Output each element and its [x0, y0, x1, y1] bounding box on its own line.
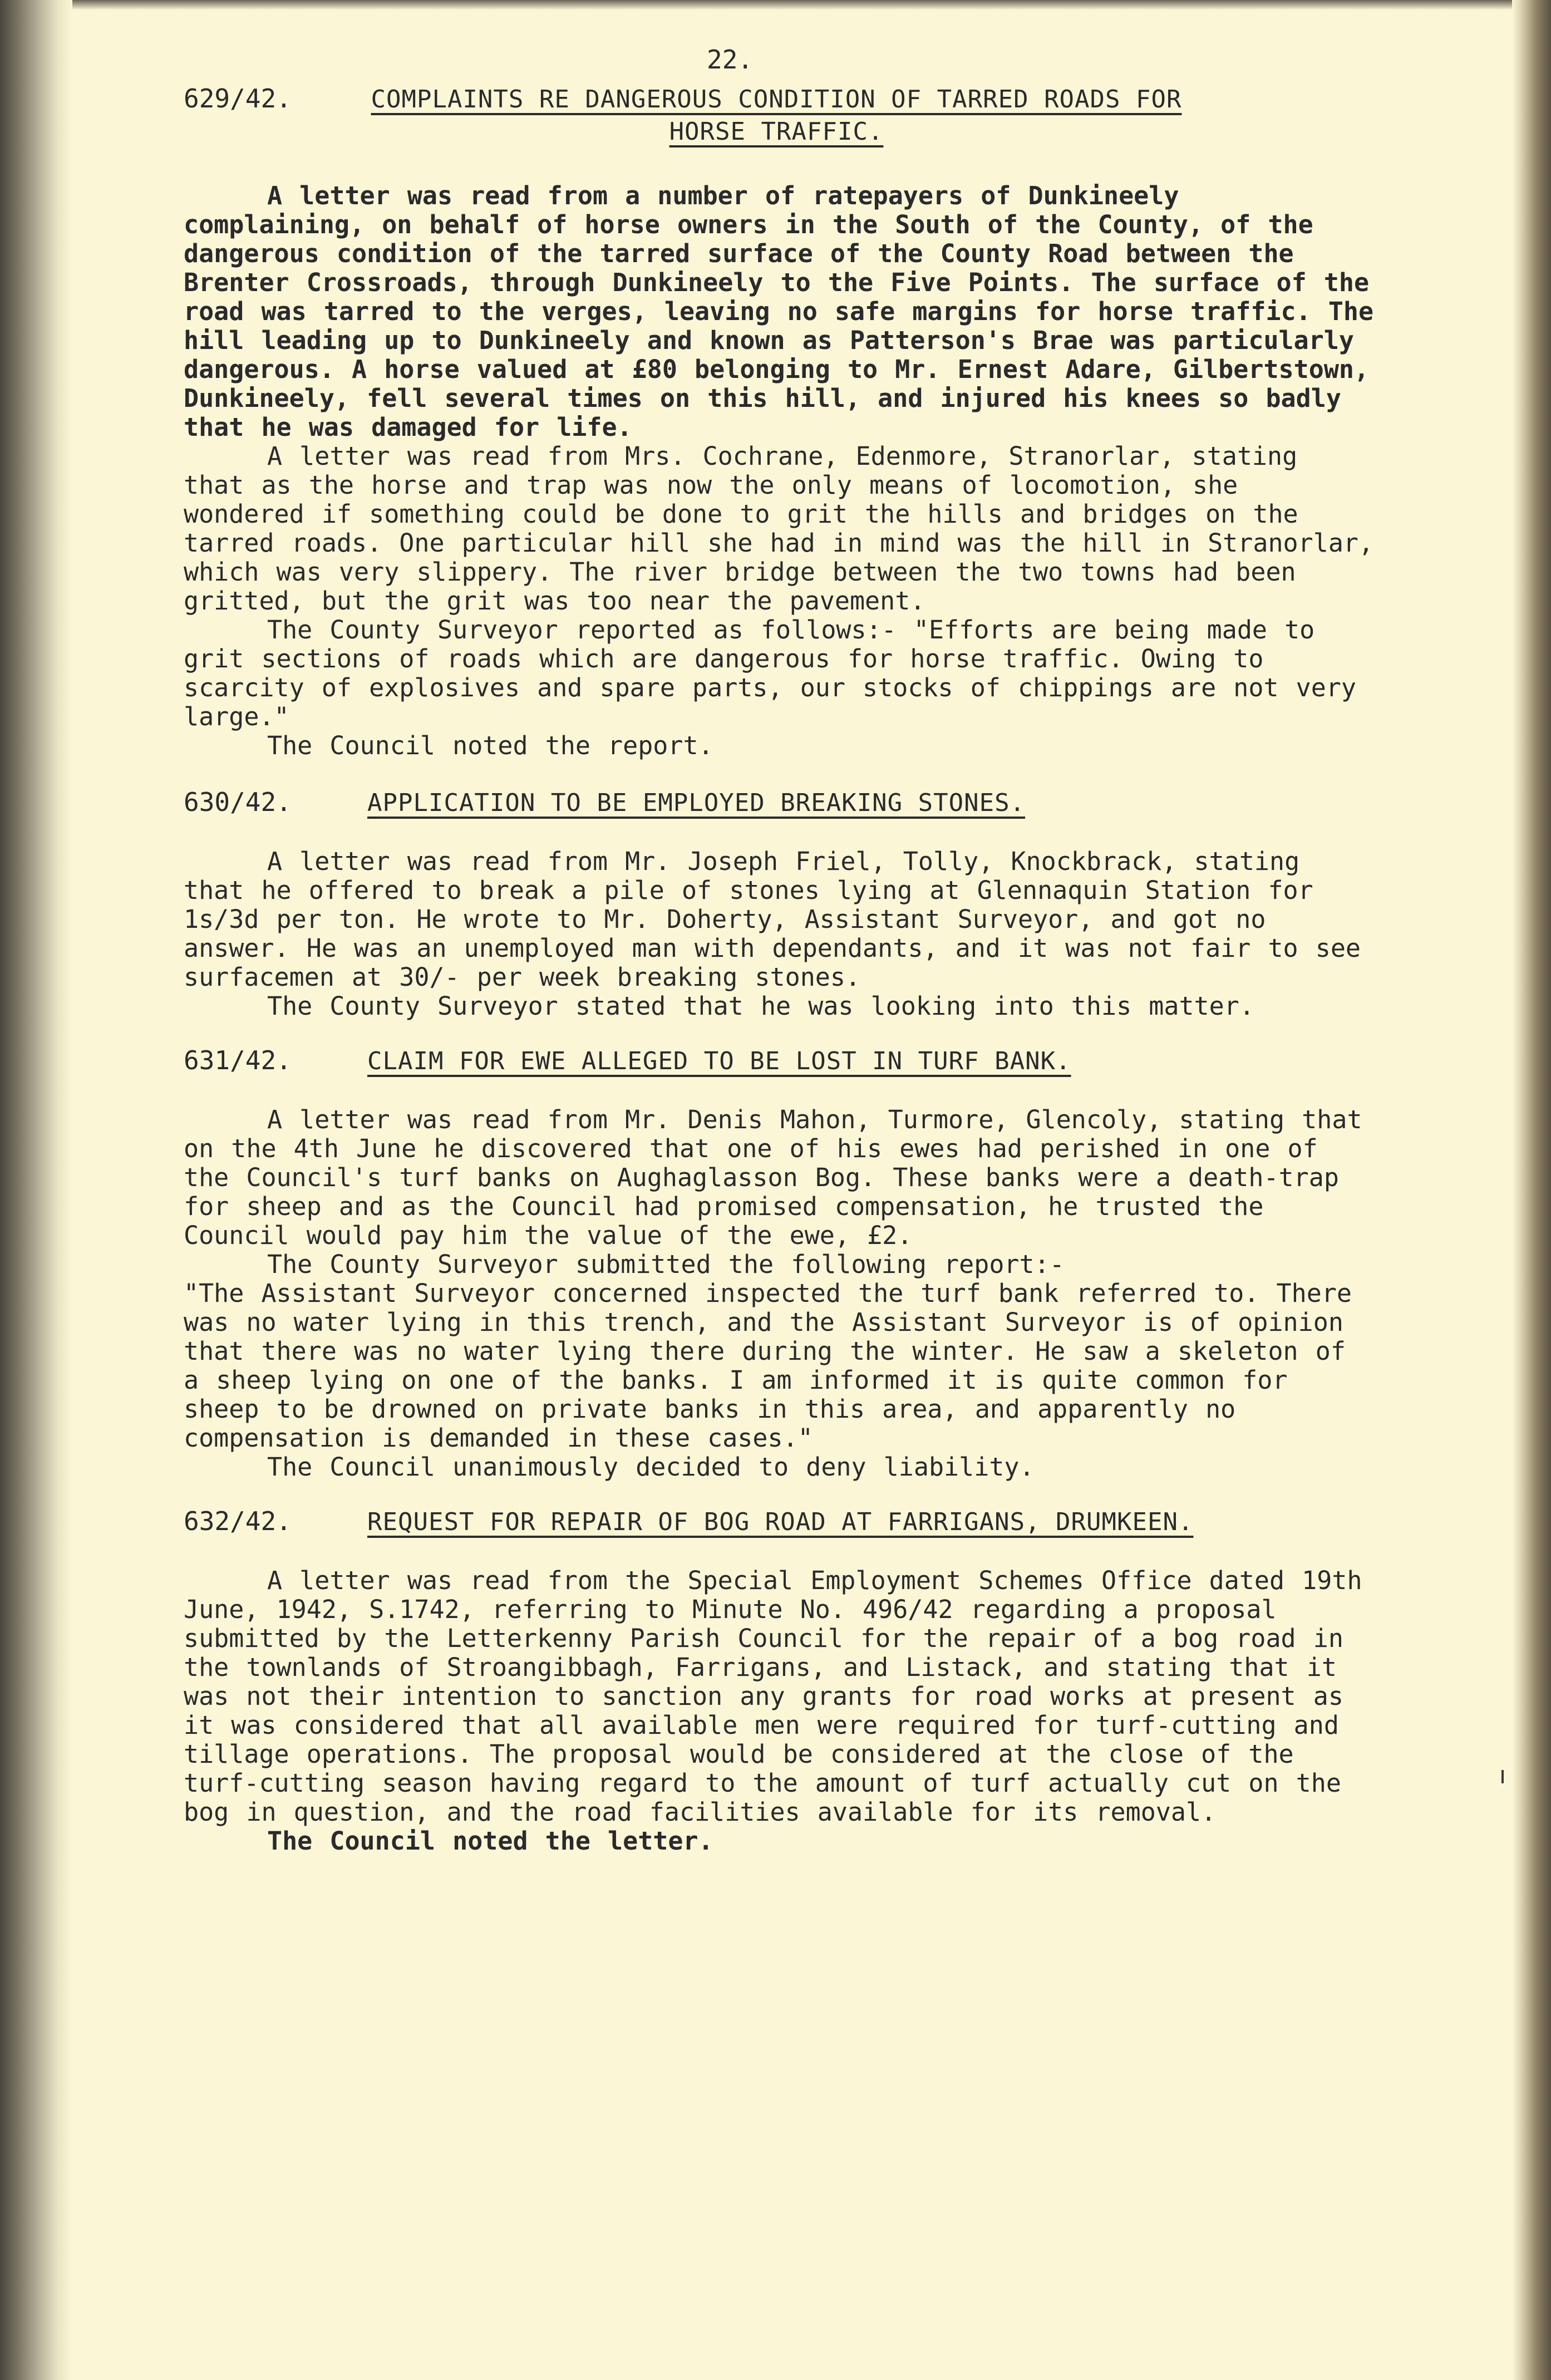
minute-paragraph: A letter was read from Mrs. Cochrane, Edenmore, Stranorlar, stating that as the horse and trap was now the only means of locomotion, she wondered if something could be done to grit the hills and bridges on the tarred roads. One particular hill she had in mind was the hill in Stranorlar, which was very slippery. The river bridge between the two towns had been gritted, but the grit was too near the pavement.: [184, 441, 1374, 616]
minute-heading: [184, 83, 1375, 148]
margin-mark: [1501, 1770, 1504, 1783]
minute-resolution: The County Surveyor stated that he was looking into this matter.: [267, 991, 1254, 1021]
minute-631: [184, 1045, 1375, 1482]
minute-paragraph: The County Surveyor reported as follows:- "Efforts are being made to grit sections of roads which are dangerous for horse traffic. Owing to scarcity of explosives and spare parts, our stocks of chippings are not very large.": [184, 615, 1357, 731]
page-right-edge: [1512, 0, 1551, 2380]
minute-resolution: The Council noted the letter.: [267, 1826, 713, 1856]
minute-resolution: The Council noted the report.: [267, 731, 713, 760]
minute-title: COMPLAINTS RE DANGEROUS CONDITION OF TARRED ROADS FOR HORSE TRAFFIC.: [371, 85, 1182, 146]
surveyor-report-quote: "The Assistant Surveyor concerned inspected the turf bank referred to. There was no water lying in this trench, and the Assistant Surveyor is of opinion that there was no water lying there during the winter. He saw a skeleton of a sheep lying on one of the banks. I am informed it is quite common for sheep to be drowned on private banks in this area, and apparently no compensation is demanded in these cases.": [184, 1278, 1352, 1453]
page-top-shadow: [0, 0, 1551, 10]
minute-number: 629/42.: [184, 83, 292, 114]
minute-630: [184, 787, 1375, 1021]
minute-paragraph: A letter was read from Mr. Denis Mahon, Turmore, Glencoly, stating that on the 4th June he discovered that one of his ewes had perished in one of the Council's turf banks on Aughaglasson Bog. These banks were a death-trap for sheep and as the Council had promised compensation, he trusted the Council would pay him the value of the ewe, £2.: [184, 1105, 1362, 1250]
minute-title: REQUEST FOR REPAIR OF BOG ROAD AT FARRIGANS, DRUMKEEN.: [367, 1508, 1194, 1536]
minute-paragraph: A letter was read from a number of ratepayers of Dunkineely complaining, on behalf of horse owners in the South of the County, of the dangerous condition of the tarred surface of the County Road between the Brenter Crossroads, through Dunkineely to the Five Points. The surface of the road was tarred to the verges, leaving no safe margins for horse traffic. The hill leading up to Dunkineely and known as Patterson's Brae was particularly dangerous. A horse valued at £80 belonging to Mr. Ernest Adare, Gilbertstown, Dunkineely, fell several times on this hill, and injured his knees so badly that he was damaged for life.: [184, 181, 1374, 442]
minute-resolution: The Council unanimously decided to deny liability.: [267, 1452, 1035, 1482]
minute-heading: [184, 1506, 1375, 1538]
book-binding-edge: [0, 0, 72, 2380]
minute-number: 631/42.: [184, 1045, 292, 1075]
minute-number: 632/42.: [184, 1506, 292, 1536]
minute-number: 630/42.: [184, 787, 292, 817]
minute-title: APPLICATION TO BE EMPLOYED BREAKING STONES.: [367, 789, 1026, 817]
minute-title: CLAIM FOR EWE ALLEGED TO BE LOST IN TURF BANK.: [367, 1047, 1071, 1075]
minute-heading: [184, 1045, 1375, 1078]
minute-629: [184, 83, 1375, 760]
page-number: 22.: [707, 45, 754, 75]
minute-heading: [184, 787, 1375, 819]
minutes-body: [184, 83, 1375, 1895]
minute-632: [184, 1506, 1375, 1856]
minute-paragraph: The County Surveyor submitted the following report:-: [267, 1250, 1065, 1279]
minute-paragraph: A letter was read from the Special Employment Schemes Office dated 19th June, 1942, S.1742, referring to Minute No. 496/42 regarding a proposal submitted by the Letterkenny Parish Council for the repair of a bog road in the townlands of Stroangibbagh, Farrigans, and Listack, and stating that it was not their intention to sanction any grants for road works at present as it was considered that all available men were required for turf-cutting and tillage operations. The proposal would be considered at the close of the turf-cutting season having regard to the amount of turf actually cut on the bog in question, and the road facilities available for its removal.: [184, 1566, 1362, 1827]
minute-paragraph: A letter was read from Mr. Joseph Friel, Tolly, Knockbrack, stating that he offered to break a pile of stones lying at Glennaquin Station for 1s/3d per ton. He wrote to Mr. Doherty, Assistant Surveyor, and got no answer. He was an unemployed man with dependants, and it was not fair to see surfacemen at 30/- per week breaking stones.: [184, 847, 1361, 992]
